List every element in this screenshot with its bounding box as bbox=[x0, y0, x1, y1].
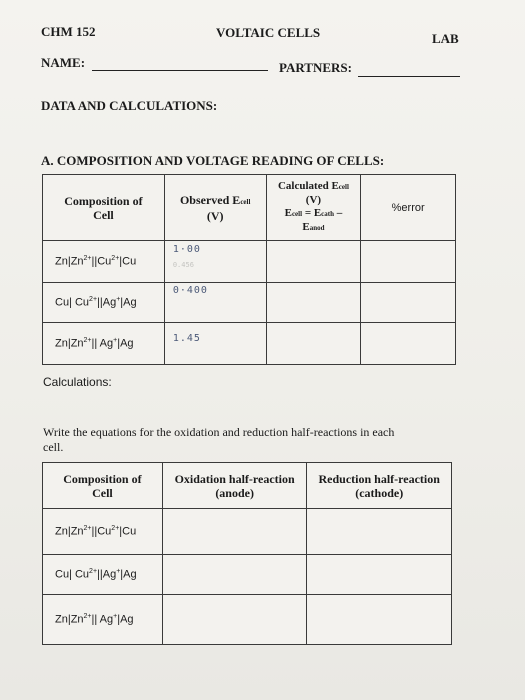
calculations-label: Calculations: bbox=[43, 375, 112, 389]
error-value-cell[interactable] bbox=[361, 241, 456, 283]
table-row bbox=[43, 323, 456, 365]
header-composition: Composition of Cell bbox=[43, 175, 165, 241]
header-oxidation: Oxidation half-reaction (anode) bbox=[162, 463, 307, 509]
oxidation-cell[interactable] bbox=[162, 509, 307, 555]
cell-composition: Cu| $Cu^{2+}||Ag^+|Ag$ bbox=[43, 283, 165, 323]
oxidation-cell[interactable] bbox=[162, 595, 307, 645]
calculated-value-cell[interactable] bbox=[266, 323, 361, 365]
partners-field-line[interactable] bbox=[358, 76, 460, 77]
observed-value-cell[interactable] bbox=[164, 283, 266, 323]
table-header-row bbox=[43, 175, 456, 241]
cell-composition: $Zn|Zn^{2+}||$ Ag+|Ag bbox=[43, 595, 163, 645]
name-label: NAME: bbox=[41, 55, 86, 70]
lab-type: LAB bbox=[432, 31, 459, 46]
observed-value: 0·400 bbox=[172, 285, 208, 296]
error-value-cell[interactable] bbox=[361, 323, 456, 365]
section-data-heading: DATA AND CALCULATIONS: bbox=[41, 98, 218, 113]
header-composition: Composition of Cell bbox=[43, 463, 163, 509]
oxidation-cell[interactable] bbox=[162, 555, 307, 595]
cell-composition: $Zn|Zn^{2+}||Cu^{2+}|Cu$ bbox=[43, 241, 165, 283]
half-reaction-table bbox=[42, 462, 452, 645]
header-observed: Observed Ecell (V) bbox=[164, 175, 266, 241]
voltage-reading-table bbox=[42, 174, 456, 365]
faint-pencil-mark: 0.456 bbox=[172, 261, 194, 269]
course-code: CHM 152 bbox=[41, 24, 96, 39]
calculated-value-cell[interactable] bbox=[266, 283, 361, 323]
cell-composition: $Zn|Zn^{2+}||$ Ag+|Ag bbox=[43, 323, 165, 365]
table-row bbox=[43, 283, 456, 323]
table-row bbox=[43, 241, 456, 283]
name-field-line[interactable] bbox=[92, 70, 268, 71]
header-error: %error bbox=[361, 175, 456, 241]
reduction-cell[interactable] bbox=[307, 509, 452, 555]
section-a-heading: A. COMPOSITION AND VOLTAGE READING OF CELLS: bbox=[41, 153, 385, 168]
cell-composition: Cu| $Cu^{2+}||Ag^+|Ag$ bbox=[43, 555, 163, 595]
observed-value: 1·00 bbox=[172, 244, 201, 255]
observed-value-cell[interactable] bbox=[164, 241, 266, 283]
reduction-cell[interactable] bbox=[307, 555, 452, 595]
cell-composition: $Zn|Zn^{2+}||Cu^{2+}|Cu$ bbox=[43, 509, 163, 555]
header-reduction: Reduction half-reaction (cathode) bbox=[307, 463, 452, 509]
reduction-cell[interactable] bbox=[307, 595, 452, 645]
table-header-row bbox=[43, 463, 452, 509]
instruction-text: Write the equations for the oxidation and reduction half-reactions in each cell. bbox=[43, 425, 395, 454]
calculated-value-cell[interactable] bbox=[266, 241, 361, 283]
table-row bbox=[43, 509, 452, 555]
header-calculated: Calculated Ecell (V) Ecell = Ecath – Eanod bbox=[266, 175, 361, 241]
lab-title: VOLTAIC CELLS bbox=[216, 25, 321, 40]
error-value-cell[interactable] bbox=[361, 283, 456, 323]
observed-value-cell[interactable] bbox=[164, 323, 266, 365]
table-row bbox=[43, 555, 452, 595]
partners-label: PARTNERS: bbox=[279, 60, 352, 75]
table-row bbox=[43, 595, 452, 645]
observed-value: 1.45 bbox=[172, 333, 201, 344]
